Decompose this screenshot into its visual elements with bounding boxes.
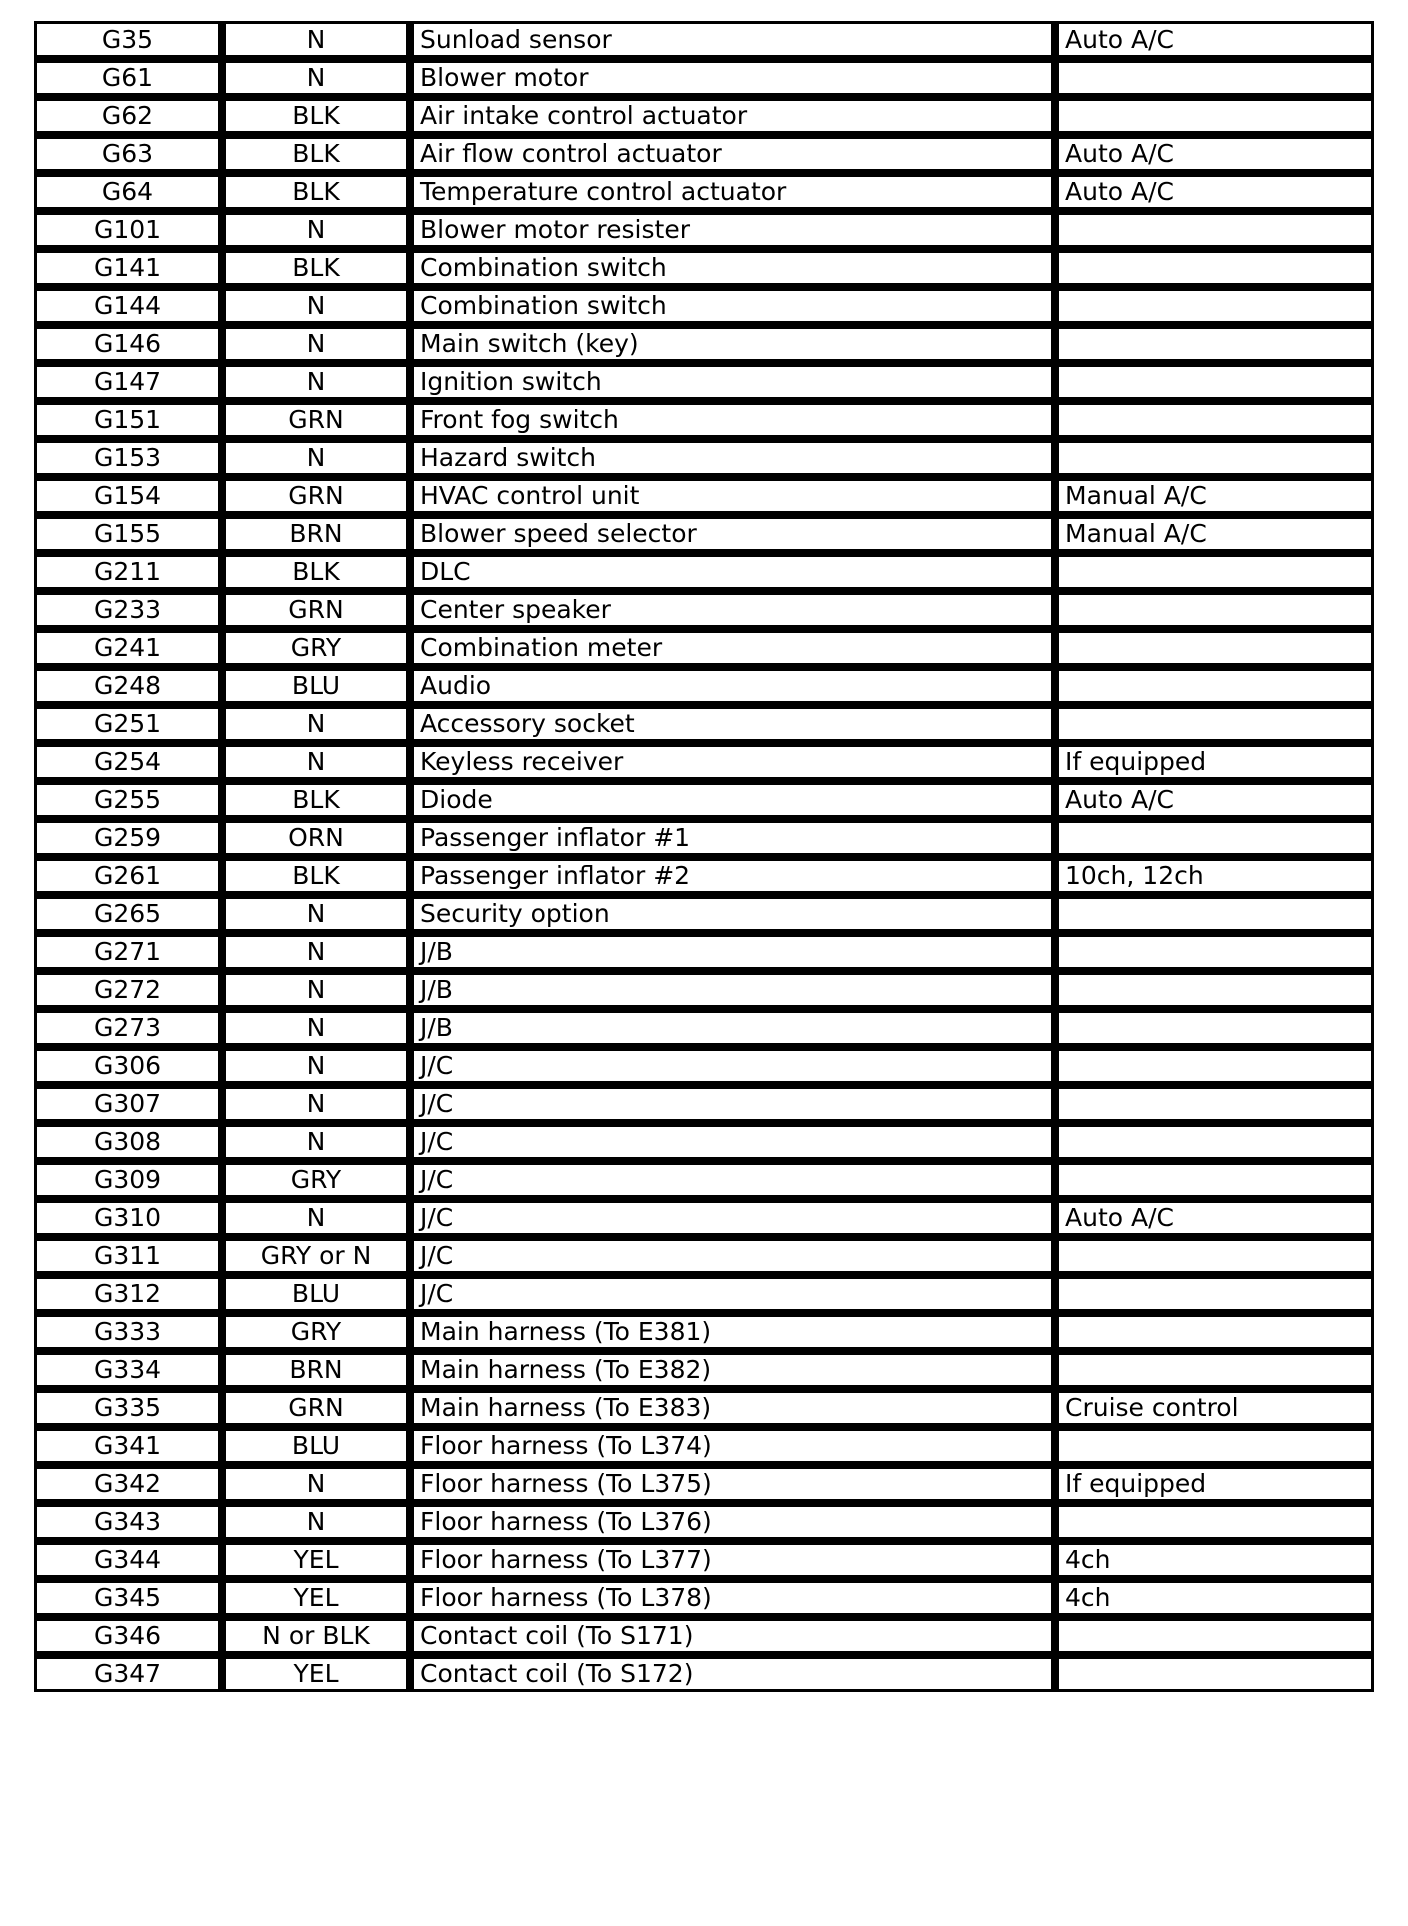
description-cell: Combination meter	[409, 628, 1054, 666]
description-cell: Main switch (key)	[409, 324, 1054, 362]
note-cell	[1054, 590, 1374, 628]
description-cell: Floor harness (To L376)	[409, 1502, 1054, 1540]
wire-color-cell: N	[221, 1084, 409, 1122]
table-row	[34, 1464, 1374, 1502]
wire-color-cell: GRN	[221, 1388, 409, 1426]
table-row	[34, 324, 1374, 362]
connector-code-cell: G259	[34, 818, 221, 856]
wire-color-cell: BLK	[221, 780, 409, 818]
wire-color-cell: BRN	[221, 1350, 409, 1388]
description-cell: Hazard switch	[409, 438, 1054, 476]
description-cell: Keyless receiver	[409, 742, 1054, 780]
note-cell	[1054, 818, 1374, 856]
table-row	[34, 666, 1374, 704]
description-cell: Air flow control actuator	[409, 134, 1054, 172]
connector-code-cell: G233	[34, 590, 221, 628]
wire-color-cell: N	[221, 1008, 409, 1046]
description-cell: Audio	[409, 666, 1054, 704]
wire-color-cell: GRY	[221, 1160, 409, 1198]
description-cell: Blower motor resister	[409, 210, 1054, 248]
connector-code-cell: G273	[34, 1008, 221, 1046]
connector-table	[34, 21, 1374, 1692]
wire-color-cell: N	[221, 438, 409, 476]
table-row	[34, 1274, 1374, 1312]
connector-code-cell: G255	[34, 780, 221, 818]
table-row	[34, 932, 1374, 970]
note-cell	[1054, 58, 1374, 96]
table-row	[34, 134, 1374, 172]
note-cell	[1054, 1350, 1374, 1388]
note-cell: Auto A/C	[1054, 134, 1374, 172]
connector-code-cell: G254	[34, 742, 221, 780]
table-row	[34, 704, 1374, 742]
connector-table-body	[34, 21, 1374, 1692]
wire-color-cell: BLK	[221, 248, 409, 286]
description-cell: Diode	[409, 780, 1054, 818]
note-cell	[1054, 324, 1374, 362]
connector-code-cell: G307	[34, 1084, 221, 1122]
wire-color-cell: YEL	[221, 1654, 409, 1692]
wire-color-cell: N	[221, 1198, 409, 1236]
description-cell: Front fog switch	[409, 400, 1054, 438]
wire-color-cell: N	[221, 324, 409, 362]
description-cell: J/C	[409, 1274, 1054, 1312]
description-cell: J/B	[409, 1008, 1054, 1046]
table-row	[34, 628, 1374, 666]
connector-code-cell: G251	[34, 704, 221, 742]
note-cell	[1054, 1160, 1374, 1198]
note-cell: Auto A/C	[1054, 1198, 1374, 1236]
note-cell	[1054, 666, 1374, 704]
table-row	[34, 1502, 1374, 1540]
note-cell	[1054, 1122, 1374, 1160]
wire-color-cell: N	[221, 704, 409, 742]
note-cell: Manual A/C	[1054, 514, 1374, 552]
note-cell	[1054, 248, 1374, 286]
description-cell: Combination switch	[409, 248, 1054, 286]
wire-color-cell: N or BLK	[221, 1616, 409, 1654]
note-cell	[1054, 894, 1374, 932]
description-cell: J/C	[409, 1198, 1054, 1236]
table-row	[34, 1046, 1374, 1084]
note-cell	[1054, 1654, 1374, 1692]
note-cell	[1054, 1084, 1374, 1122]
wire-color-cell: BLK	[221, 134, 409, 172]
wire-color-cell: N	[221, 21, 409, 58]
note-cell	[1054, 362, 1374, 400]
table-row	[34, 1616, 1374, 1654]
wire-color-cell: BLU	[221, 666, 409, 704]
note-cell: 10ch, 12ch	[1054, 856, 1374, 894]
connector-code-cell: G335	[34, 1388, 221, 1426]
wire-color-cell: GRY	[221, 1312, 409, 1350]
table-row	[34, 1084, 1374, 1122]
description-cell: Accessory socket	[409, 704, 1054, 742]
description-cell: Sunload sensor	[409, 21, 1054, 58]
table-row	[34, 514, 1374, 552]
description-cell: J/B	[409, 970, 1054, 1008]
note-cell: Auto A/C	[1054, 21, 1374, 58]
wire-color-cell: BLU	[221, 1426, 409, 1464]
description-cell: J/B	[409, 932, 1054, 970]
table-row	[34, 1122, 1374, 1160]
wire-color-cell: BLK	[221, 552, 409, 590]
wire-color-cell: N	[221, 286, 409, 324]
wire-color-cell: YEL	[221, 1540, 409, 1578]
table-row	[34, 856, 1374, 894]
note-cell	[1054, 286, 1374, 324]
table-row	[34, 438, 1374, 476]
connector-code-cell: G146	[34, 324, 221, 362]
connector-code-cell: G265	[34, 894, 221, 932]
table-row	[34, 1388, 1374, 1426]
table-row	[34, 1426, 1374, 1464]
wire-color-cell: YEL	[221, 1578, 409, 1616]
table-row	[34, 248, 1374, 286]
description-cell: Floor harness (To L374)	[409, 1426, 1054, 1464]
note-cell	[1054, 96, 1374, 134]
note-cell	[1054, 1236, 1374, 1274]
connector-code-cell: G153	[34, 438, 221, 476]
connector-code-cell: G144	[34, 286, 221, 324]
description-cell: Security option	[409, 894, 1054, 932]
note-cell	[1054, 552, 1374, 590]
table-row	[34, 1350, 1374, 1388]
table-row	[34, 894, 1374, 932]
connector-code-cell: G309	[34, 1160, 221, 1198]
table-row	[34, 1312, 1374, 1350]
note-cell	[1054, 210, 1374, 248]
note-cell	[1054, 1502, 1374, 1540]
description-cell: DLC	[409, 552, 1054, 590]
connector-code-cell: G101	[34, 210, 221, 248]
table-row	[34, 400, 1374, 438]
description-cell: Main harness (To E381)	[409, 1312, 1054, 1350]
connector-code-cell: G154	[34, 476, 221, 514]
table-row	[34, 1198, 1374, 1236]
table-row	[34, 362, 1374, 400]
note-cell	[1054, 400, 1374, 438]
table-row	[34, 286, 1374, 324]
wire-color-cell: BLU	[221, 1274, 409, 1312]
wire-color-cell: N	[221, 894, 409, 932]
connector-code-cell: G312	[34, 1274, 221, 1312]
note-cell	[1054, 628, 1374, 666]
table-row	[34, 172, 1374, 210]
table-row	[34, 58, 1374, 96]
wire-color-cell: N	[221, 58, 409, 96]
connector-code-cell: G151	[34, 400, 221, 438]
description-cell: Floor harness (To L377)	[409, 1540, 1054, 1578]
connector-table-container	[34, 21, 1374, 1692]
description-cell: Passenger inflator #1	[409, 818, 1054, 856]
wire-color-cell: ORN	[221, 818, 409, 856]
note-cell	[1054, 1312, 1374, 1350]
table-row	[34, 1008, 1374, 1046]
connector-code-cell: G341	[34, 1426, 221, 1464]
connector-code-cell: G343	[34, 1502, 221, 1540]
connector-code-cell: G211	[34, 552, 221, 590]
connector-code-cell: G261	[34, 856, 221, 894]
connector-code-cell: G241	[34, 628, 221, 666]
connector-code-cell: G342	[34, 1464, 221, 1502]
description-cell: Passenger inflator #2	[409, 856, 1054, 894]
note-cell	[1054, 1008, 1374, 1046]
note-cell: Auto A/C	[1054, 172, 1374, 210]
wire-color-cell: BLK	[221, 172, 409, 210]
table-row	[34, 210, 1374, 248]
table-row	[34, 590, 1374, 628]
connector-code-cell: G344	[34, 1540, 221, 1578]
wire-color-cell: BRN	[221, 514, 409, 552]
wire-color-cell: N	[221, 932, 409, 970]
connector-code-cell: G308	[34, 1122, 221, 1160]
connector-code-cell: G63	[34, 134, 221, 172]
description-cell: J/C	[409, 1160, 1054, 1198]
connector-code-cell: G311	[34, 1236, 221, 1274]
connector-code-cell: G62	[34, 96, 221, 134]
description-cell: J/C	[409, 1084, 1054, 1122]
wire-color-cell: BLK	[221, 96, 409, 134]
note-cell	[1054, 1616, 1374, 1654]
connector-code-cell: G346	[34, 1616, 221, 1654]
note-cell: Cruise control	[1054, 1388, 1374, 1426]
connector-code-cell: G334	[34, 1350, 221, 1388]
table-row	[34, 1654, 1374, 1692]
description-cell: Center speaker	[409, 590, 1054, 628]
wire-color-cell: N	[221, 970, 409, 1008]
note-cell: Auto A/C	[1054, 780, 1374, 818]
wire-color-cell: GRY	[221, 628, 409, 666]
table-row	[34, 96, 1374, 134]
wire-color-cell: N	[221, 1122, 409, 1160]
description-cell: Main harness (To E383)	[409, 1388, 1054, 1426]
table-row	[34, 1160, 1374, 1198]
note-cell	[1054, 704, 1374, 742]
note-cell: 4ch	[1054, 1578, 1374, 1616]
wire-color-cell: N	[221, 210, 409, 248]
table-row	[34, 818, 1374, 856]
table-row	[34, 1578, 1374, 1616]
note-cell	[1054, 932, 1374, 970]
connector-code-cell: G141	[34, 248, 221, 286]
description-cell: Blower motor	[409, 58, 1054, 96]
connector-code-cell: G272	[34, 970, 221, 1008]
wire-color-cell: N	[221, 1464, 409, 1502]
wire-color-cell: N	[221, 1046, 409, 1084]
description-cell: J/C	[409, 1122, 1054, 1160]
connector-code-cell: G155	[34, 514, 221, 552]
table-row	[34, 1236, 1374, 1274]
wire-color-cell: BLK	[221, 856, 409, 894]
note-cell	[1054, 1426, 1374, 1464]
description-cell: J/C	[409, 1236, 1054, 1274]
table-row	[34, 780, 1374, 818]
wire-color-cell: GRN	[221, 400, 409, 438]
connector-code-cell: G248	[34, 666, 221, 704]
description-cell: Main harness (To E382)	[409, 1350, 1054, 1388]
description-cell: Temperature control actuator	[409, 172, 1054, 210]
connector-code-cell: G61	[34, 58, 221, 96]
table-row	[34, 970, 1374, 1008]
wire-color-cell: GRN	[221, 476, 409, 514]
table-row	[34, 1540, 1374, 1578]
note-cell: Manual A/C	[1054, 476, 1374, 514]
wire-color-cell: N	[221, 362, 409, 400]
description-cell: Blower speed selector	[409, 514, 1054, 552]
note-cell	[1054, 1046, 1374, 1084]
description-cell: Floor harness (To L378)	[409, 1578, 1054, 1616]
table-row	[34, 21, 1374, 58]
table-row	[34, 742, 1374, 780]
description-cell: Ignition switch	[409, 362, 1054, 400]
description-cell: J/C	[409, 1046, 1054, 1084]
table-row	[34, 552, 1374, 590]
connector-code-cell: G306	[34, 1046, 221, 1084]
description-cell: Air intake control actuator	[409, 96, 1054, 134]
description-cell: HVAC control unit	[409, 476, 1054, 514]
description-cell: Combination switch	[409, 286, 1054, 324]
connector-code-cell: G271	[34, 932, 221, 970]
connector-code-cell: G347	[34, 1654, 221, 1692]
table-row	[34, 476, 1374, 514]
connector-code-cell: G35	[34, 21, 221, 58]
description-cell: Contact coil (To S171)	[409, 1616, 1054, 1654]
description-cell: Contact coil (To S172)	[409, 1654, 1054, 1692]
note-cell: 4ch	[1054, 1540, 1374, 1578]
wire-color-cell: GRY or N	[221, 1236, 409, 1274]
connector-code-cell: G64	[34, 172, 221, 210]
connector-code-cell: G345	[34, 1578, 221, 1616]
note-cell	[1054, 970, 1374, 1008]
note-cell: If equipped	[1054, 1464, 1374, 1502]
connector-code-cell: G310	[34, 1198, 221, 1236]
wire-color-cell: N	[221, 1502, 409, 1540]
wire-color-cell: N	[221, 742, 409, 780]
note-cell	[1054, 1274, 1374, 1312]
connector-code-cell: G333	[34, 1312, 221, 1350]
note-cell	[1054, 438, 1374, 476]
note-cell: If equipped	[1054, 742, 1374, 780]
wire-color-cell: GRN	[221, 590, 409, 628]
connector-code-cell: G147	[34, 362, 221, 400]
description-cell: Floor harness (To L375)	[409, 1464, 1054, 1502]
